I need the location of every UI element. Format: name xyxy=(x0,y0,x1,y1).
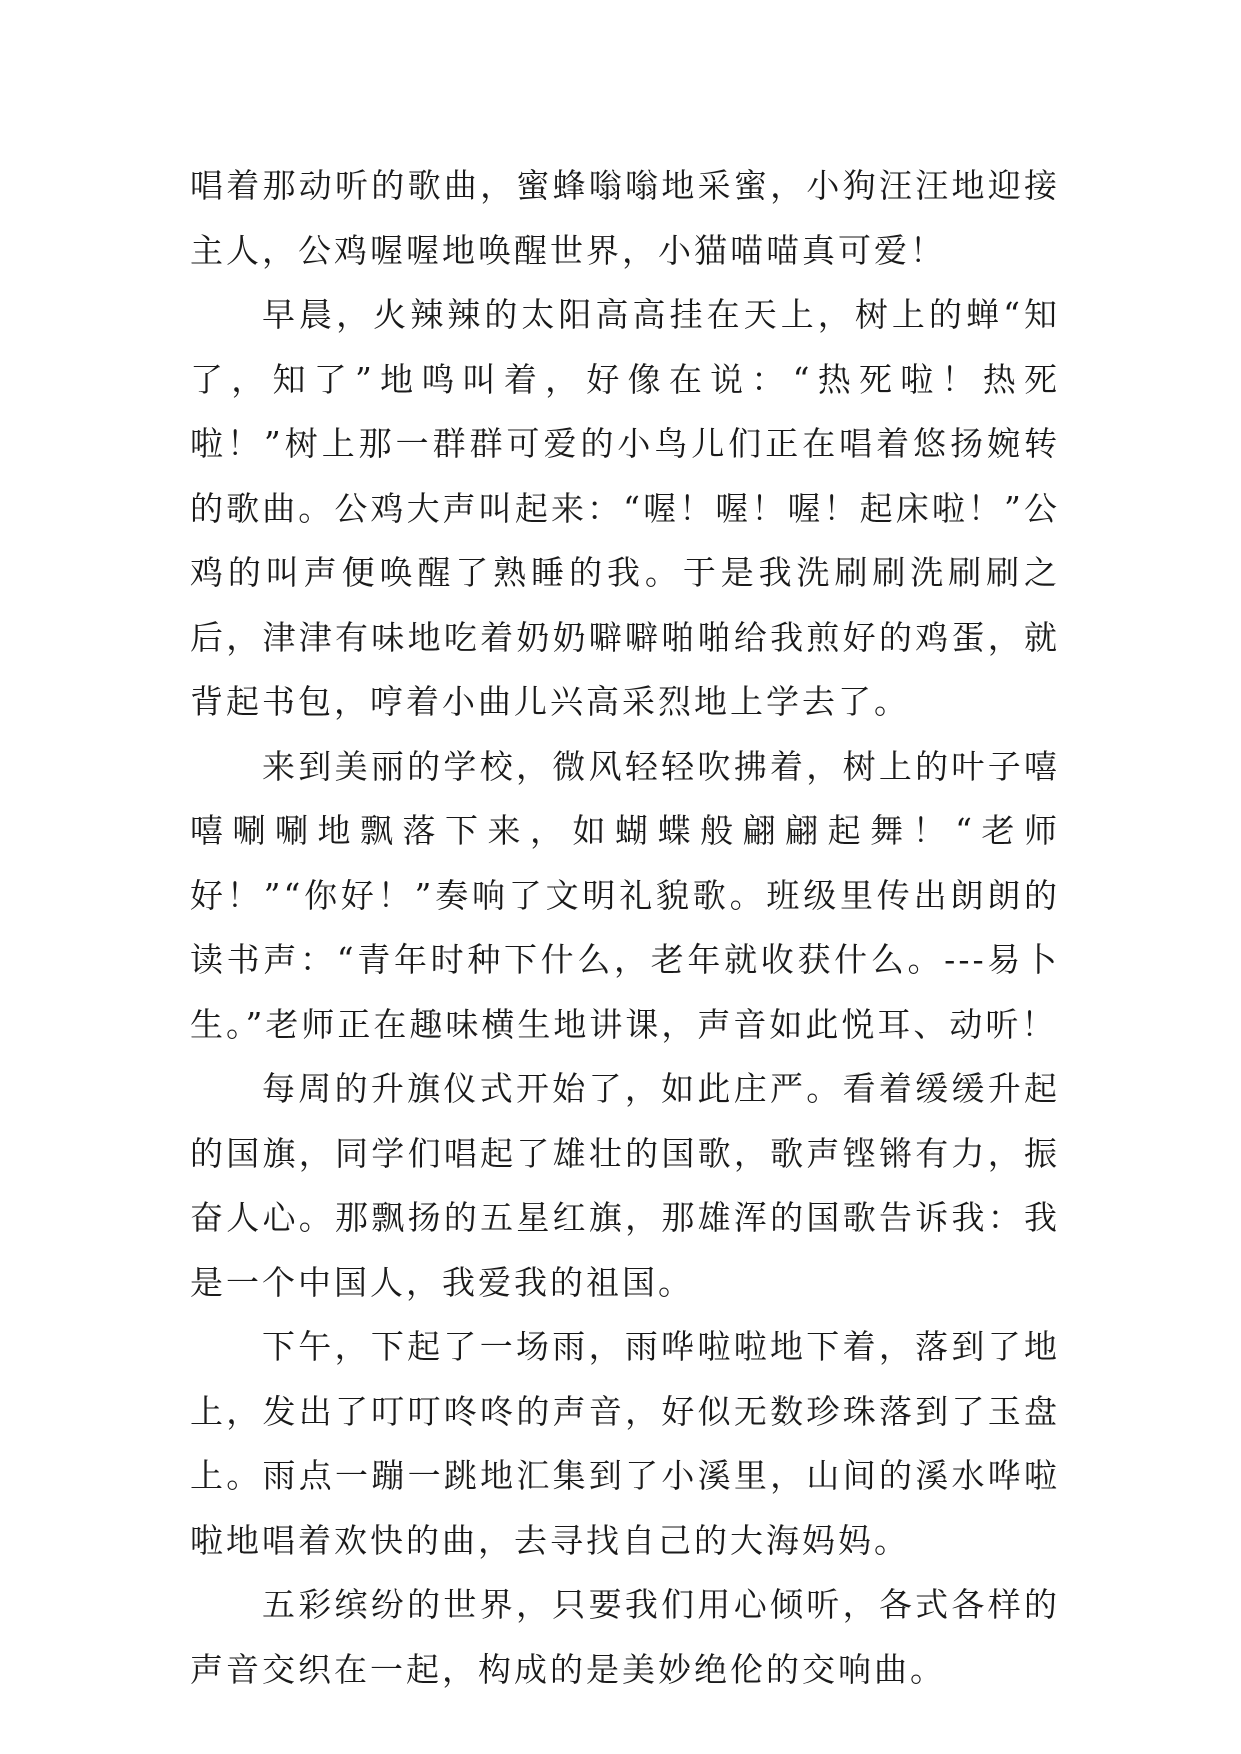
document-body xyxy=(190,154,1060,1702)
paragraph-2: 早晨，火辣辣的太阳高高挂在天上，树上的蝉“知了，知了”地鸣叫着，好像在说：“热死啦！热死啦！”树上那一群群可爱的小鸟儿们正在唱着悠扬婉转的歌曲。公鸡大声叫起来：“喔！喔！喔！起床啦！”公鸡的叫声便唤醒了熟睡的我。于是我洗刷刷洗刷刷之后，津津有味地吃着奶奶噼噼啪啪给我煎好的鸡蛋，就背起书包，哼着小曲儿兴高采烈地上学去了。 xyxy=(190,295,1060,721)
paragraph-3: 来到美丽的学校，微风轻轻吹拂着，树上的叶子嘻嘻唰唰地飘落下来，如蝴蝶般翩翩起舞！“老师好！”“你好！”奏响了文明礼貌歌。班级里传出朗朗的读书声：“青年时种下什么，老年就收获什么。---易卜生。”老师正在趣味横生地讲课，声音如此悦耳、动听！ xyxy=(190,746,1060,1044)
paragraph-1: 唱着那动听的歌曲，蜜蜂嗡嗡地采蜜，小狗汪汪地迎接主人，公鸡喔喔地唤醒世界，小猫喵喵真可爱！ xyxy=(190,166,1060,270)
paragraph-4: 每周的升旗仪式开始了，如此庄严。看着缓缓升起的国旗，同学们唱起了雄壮的国歌，歌声铿锵有力，振奋人心。那飘扬的五星红旗，那雄浑的国歌告诉我：我是一个中国人，我爱我的祖国。 xyxy=(190,1069,1060,1302)
paragraph-5: 下午，下起了一场雨，雨哗啦啦地下着，落到了地上，发出了叮叮咚咚的声音，好似无数珍珠落到了玉盘上。雨点一蹦一跳地汇集到了小溪里，山间的溪水哗啦啦地唱着欢快的曲，去寻找自己的大海妈妈。 xyxy=(190,1327,1060,1560)
paragraph-6: 五彩缤纷的世界，只要我们用心倾听，各式各样的声音交织在一起，构成的是美妙绝伦的交响曲。 xyxy=(190,1585,1060,1689)
